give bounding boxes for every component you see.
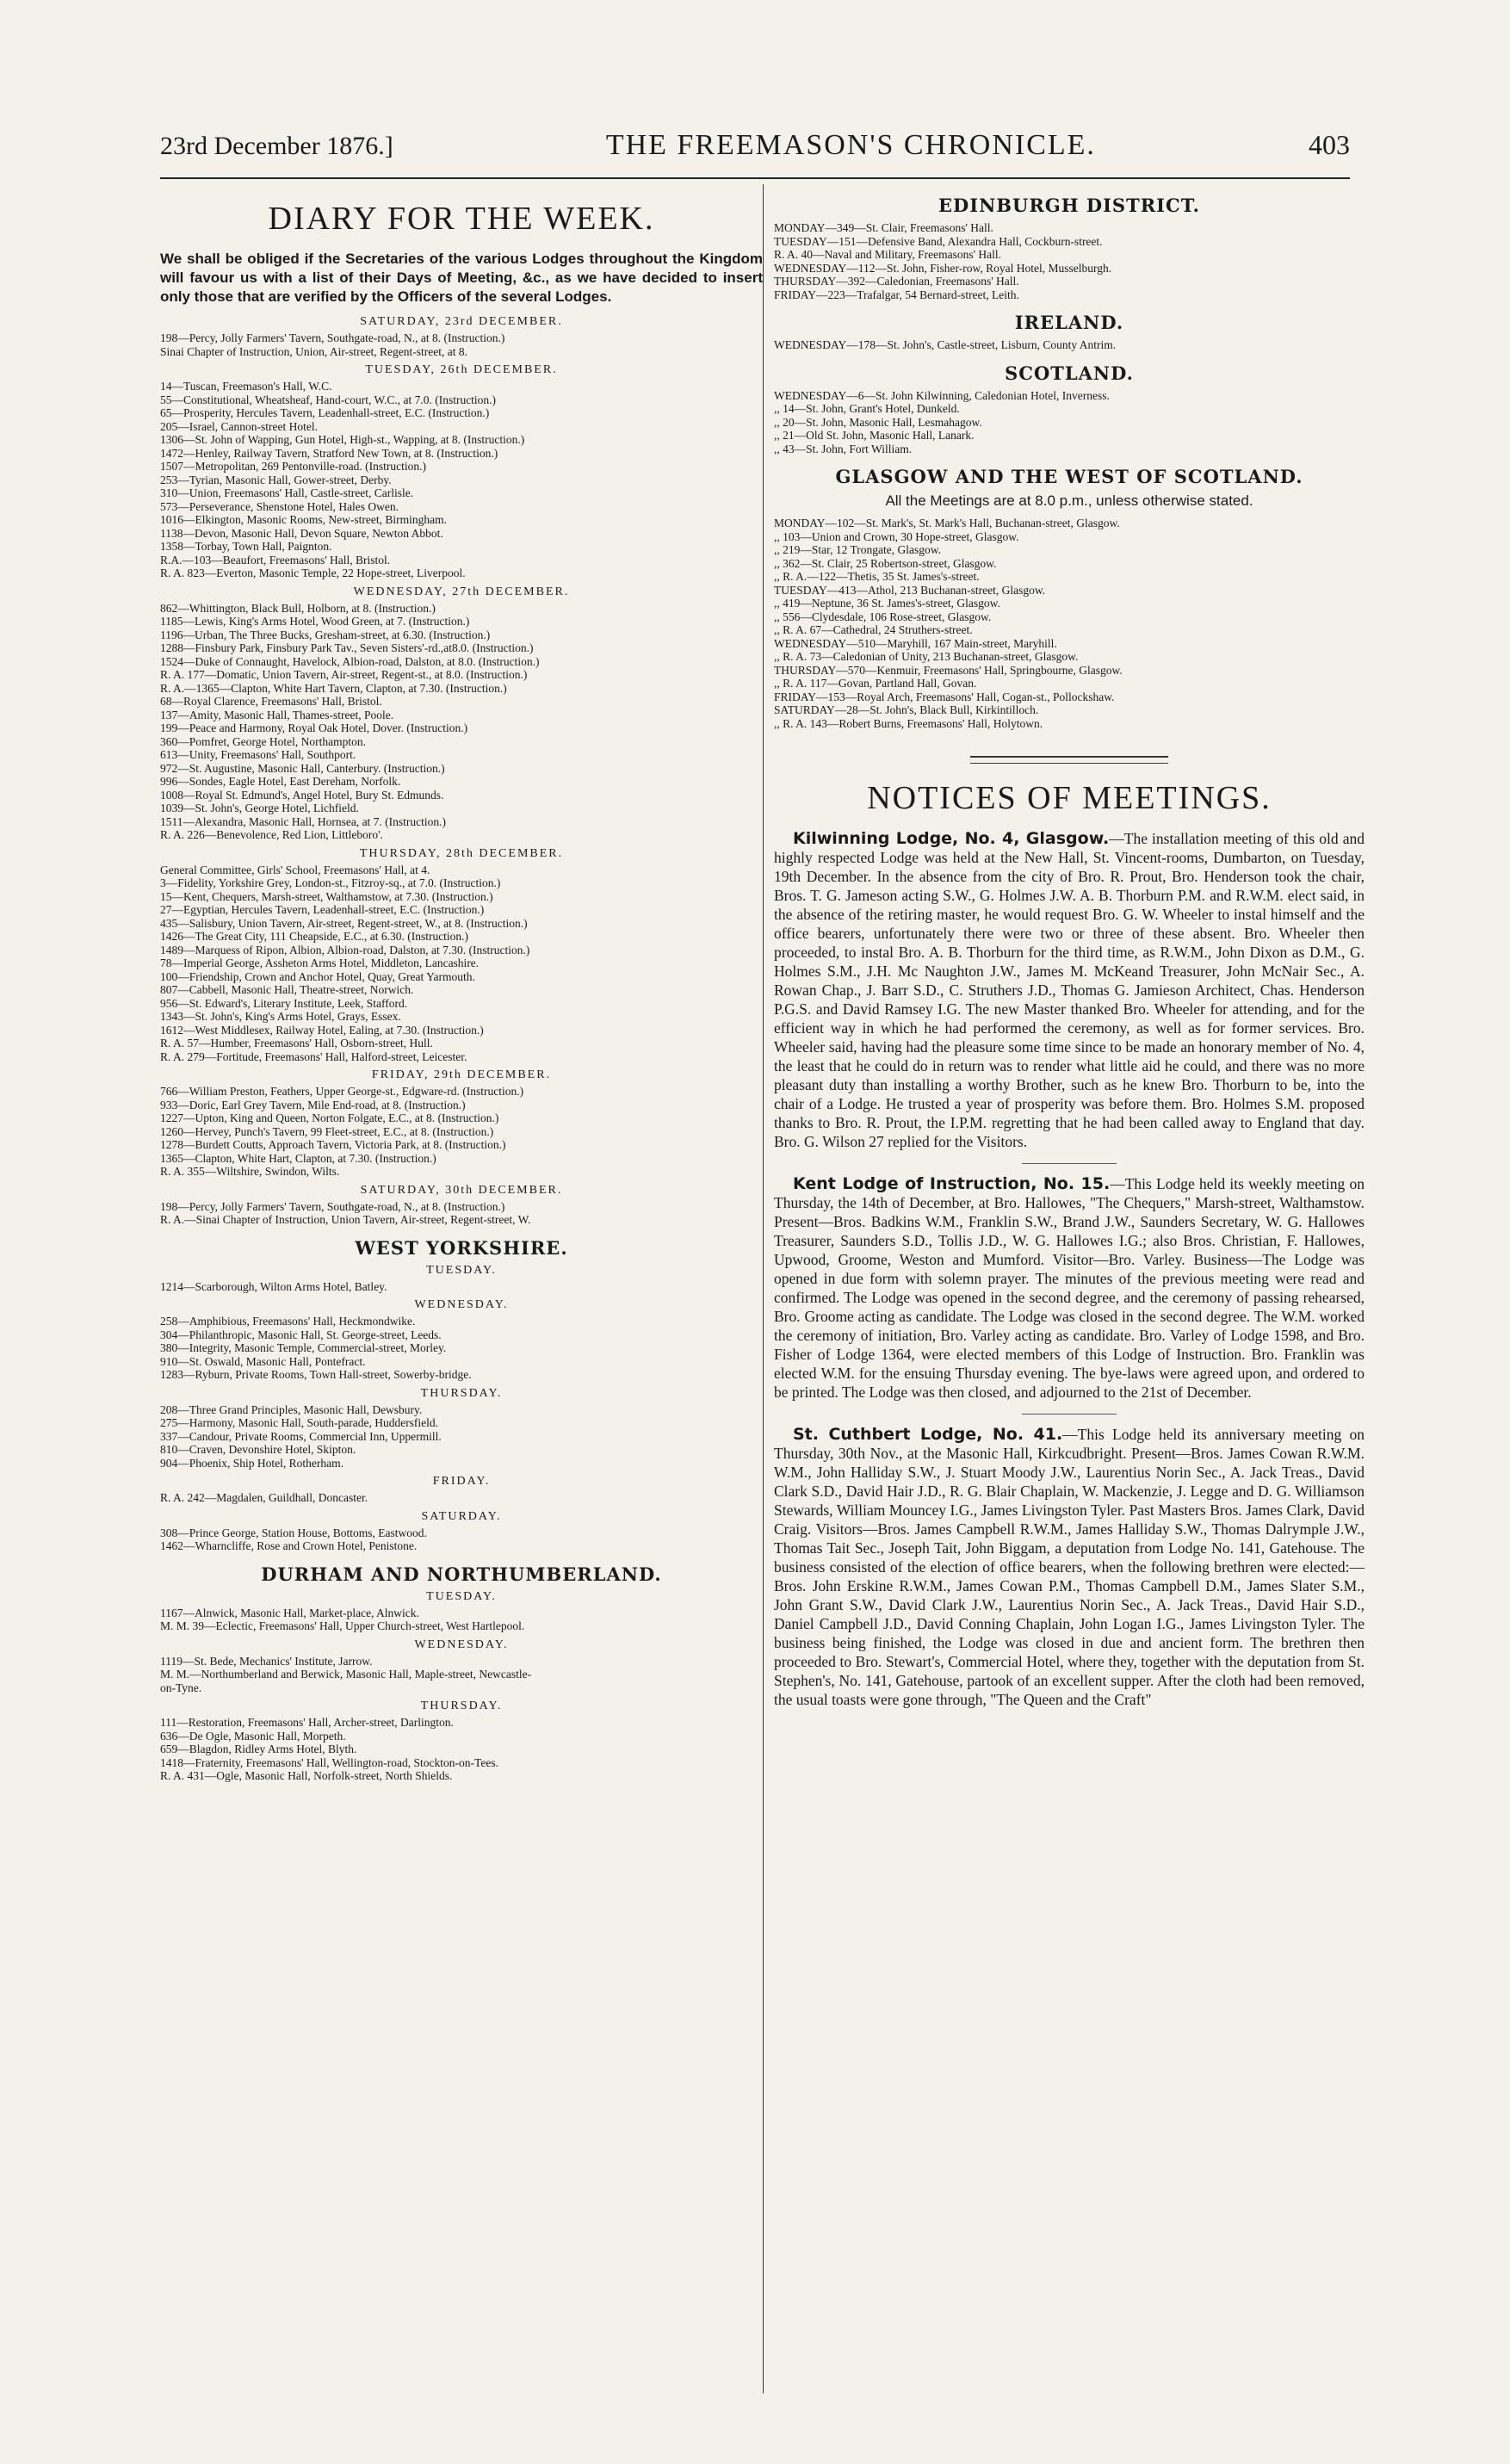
article-body: —This Lodge held its anniversary meeting on Thursday, 30th Nov., at the Masonic Hall, Kirkcudbright. Present—Bros. James Cowan R.W.M. W.M., John Halliday S.W., J. Stuart Moody J.W., Laurentius Norin Sec., A. Jack Treas., David Clark S.D., David Hair J.D., R. G. Blair Chaplain, W. Mackenzie, J. Legge and D. G. Williamson Stewards, William Mouncey I.G., James Livingston Tyler. Past Masters Bros. James Clark, David Craig. Visitors—Bros. James Campbell R.W.M., James Halliday S.W., Thomas Dalrymple J.W., Thomas Tait Sec., Joseph Tait, John Biggam, a deputation from Lodge No. 141, Gatehouse. The business consisted of the election of office bearers, when the following brethren were elected:— Bros. John Erskine R.W.M., James Cowan P.M., Thomas Campbell D.M., James Slater S.M., John Grant S.W., David Clark J.W., Laurentius Norin Sec., A. Jack Treas., David Hair S.D., Daniel Campbell J.D., David Conning Chaplain, John Logan I.G., James Livingston Tyler. The business being finished, the Lodge was closed in due and ancient form. The brethren then proceeded to Bro. Stewart's, Commercial Hotel, where they, together with the deputation from St. Stephen's, No. 141, Gatehouse, partook of an excellent supper. After the cloth had been removed, the usual toasts were gone through, "The Queen and the Craft" bbox=[774, 1426, 1365, 1708]
list-entry: 100—Friendship, Crown and Anchor Hotel, Quay, Great Yarmouth. bbox=[160, 969, 475, 983]
list-entry: 199—Peace and Harmony, Royal Oak Hotel, Dover. (Instruction.) bbox=[160, 721, 468, 734]
scotland-list bbox=[774, 389, 1365, 456]
edinburgh-list bbox=[774, 221, 1365, 301]
list-entry: R. A. 279—Fortitude, Freemasons' Hall, Halford-street, Leicester. bbox=[160, 1049, 467, 1063]
article-lead: Kent Lodge of Instruction, No. 15. bbox=[793, 1174, 1111, 1193]
list-entry: 933—Doric, Earl Grey Tavern, Mile End-road, at 8. (Instruction.) bbox=[160, 1098, 466, 1111]
list-entry: ,, 21—Old St. John, Masonic Hall, Lanark. bbox=[774, 429, 975, 442]
list-entry: 659—Blagdon, Ridley Arms Hotel, Blyth. bbox=[160, 1743, 357, 1755]
list-entry: 1185—Lewis, King's Arms Hotel, Wood Green, at 7. (Instruction.) bbox=[160, 615, 470, 628]
list-entry: 65—Prosperity, Hercules Tavern, Leadenhall-street, E.C. (Instruction.) bbox=[160, 406, 490, 419]
list-entry: 1138—Devon, Masonic Hall, Devon Square, Newton Abbot. bbox=[160, 526, 443, 540]
day-heading: TUESDAY, 26th DECEMBER. bbox=[365, 363, 558, 376]
notice-article bbox=[774, 1425, 1365, 1709]
list-entry: ,, 556—Clydesdale, 106 Rose-street, Glasgow. bbox=[774, 610, 992, 623]
list-entry: 3—Fidelity, Yorkshire Grey, London-st., Fitzroy-sq., at 7.0. (Instruction.) bbox=[160, 876, 501, 889]
running-head bbox=[160, 129, 1350, 172]
list-entry: R. A.—Sinai Chapter of Instruction, Union Tavern, Air-street, Regent-street, W. bbox=[160, 1213, 531, 1226]
list-entry: 1283—Ryburn, Private Rooms, Town Hall-street, Sowerby-bridge. bbox=[160, 1368, 472, 1381]
ireland-title: IRELAND. bbox=[1014, 312, 1124, 333]
list-entry: ,, R. A. 117—Govan, Partland Hall, Govan. bbox=[774, 677, 977, 690]
list-entry: R.A.—103—Beaufort, Freemasons' Hall, Bristol. bbox=[160, 553, 391, 566]
notice-article bbox=[774, 1174, 1365, 1402]
list-entry: 304—Philanthropic, Masonic Hall, St. George-street, Leeds. bbox=[160, 1328, 442, 1341]
list-entry: R. A.—1365—Clapton, White Hart Tavern, Clapton, at 7.30. (Instruction.) bbox=[160, 681, 507, 695]
list-entry: 956—St. Edward's, Literary Institute, Leek, Stafford. bbox=[160, 996, 408, 1010]
list-entry: 253—Tyrian, Masonic Hall, Gower-street, Derby. bbox=[160, 473, 392, 486]
durham-title: DURHAM AND NORTHUMBERLAND. bbox=[261, 1563, 662, 1585]
list-entry: 1524—Duke of Connaught, Havelock, Albion-road, Dalston, at 8.0. (Instruction.) bbox=[160, 654, 540, 668]
list-entry: 1288—Finsbury Park, Finsbury Park Tav., Seven Sisters'-rd.,at8.0. (Instruction.) bbox=[160, 641, 534, 654]
west-yorkshire-title: WEST YORKSHIRE. bbox=[355, 1236, 568, 1259]
day-entries bbox=[160, 1200, 763, 1227]
list-entry: 1306—St. John of Wapping, Gun Hotel, High-st., Wapping, at 8. (Instruction.) bbox=[160, 433, 525, 446]
list-entry: 1039—St. John's, George Hotel, Lichfield. bbox=[160, 802, 359, 814]
list-entry: 1418—Fraternity, Freemasons' Hall, Wellington-road, Stockton-on-Tees. bbox=[160, 1755, 498, 1769]
list-entry: 1227—Upton, King and Queen, Norton Folgate, E.C., at 8. (Instruction.) bbox=[160, 1111, 499, 1124]
west-yorkshire-groups bbox=[160, 1264, 763, 1553]
diary-title: DIARY FOR THE WEEK. bbox=[268, 201, 655, 237]
list-entry: 972—St. Augustine, Masonic Hall, Canterbury. (Instruction.) bbox=[160, 761, 445, 775]
list-entry: 1507—Metropolitan, 269 Pentonville-road. (Instruction.) bbox=[160, 460, 426, 473]
list-entry: ,, R. A. 73—Caledonian of Unity, 213 Buchanan-street, Glasgow. bbox=[774, 650, 1079, 663]
list-entry: ,, 43—St. John, Fort William. bbox=[774, 442, 913, 455]
group-entries bbox=[160, 1607, 763, 1633]
list-entry: 1343—St. John's, King's Arms Hotel, Grays, Essex. bbox=[160, 1010, 401, 1023]
notice-article bbox=[774, 829, 1365, 1151]
list-entry: 198—Percy, Jolly Farmers' Tavern, Southgate-road, N., at 8. (Instruction.) bbox=[160, 331, 505, 344]
list-entry: WEDNESDAY—112—St. John, Fisher-row, Royal Hotel, Musselburgh. bbox=[774, 261, 1112, 275]
list-entry: 1358—Torbay, Town Hall, Paignton. bbox=[160, 540, 332, 553]
list-entry: 275—Harmony, Masonic Hall, South-parade, Huddersfield. bbox=[160, 1416, 439, 1429]
group-entries bbox=[160, 1655, 763, 1695]
article-lead: Kilwinning Lodge, No. 4, Glasgow. bbox=[793, 829, 1110, 848]
glasgow-title: GLASGOW AND THE WEST OF SCOTLAND. bbox=[835, 466, 1303, 487]
article-lead: St. Cuthbert Lodge, No. 41. bbox=[793, 1425, 1063, 1444]
list-entry: 613—Unity, Freemasons' Hall, Southport. bbox=[160, 748, 356, 761]
day-entries bbox=[160, 380, 763, 580]
issue-date: 23rd December 1876.] bbox=[160, 132, 393, 160]
list-entry: 1472—Henley, Railway Tavern, Stratford New Town, at 8. (Instruction.) bbox=[160, 446, 498, 460]
diary-intro: We shall be obliged if the Secretaries of the various Lodges throughout the Kingdom will favour us with a list of their Days of Meeting, &c., as we have decided to insert only those that are verified by the Officers of the several Lodges. bbox=[160, 251, 763, 305]
list-entry: MONDAY—349—St. Clair, Freemasons' Hall. bbox=[774, 221, 993, 234]
list-entry: 910—St. Oswald, Masonic Hall, Pontefract. bbox=[160, 1354, 366, 1368]
scotland-title: SCOTLAND. bbox=[1005, 362, 1134, 384]
list-entry: 435—Salisbury, Union Tavern, Air-street, Regent-street, W., at 8. (Instruction.) bbox=[160, 916, 528, 930]
glasgow-list bbox=[774, 517, 1365, 730]
durham-groups bbox=[160, 1590, 763, 1783]
weekday-subheading: THURSDAY. bbox=[420, 1386, 503, 1400]
list-entry: WEDNESDAY—6—St. John Kilwinning, Caledonian Hotel, Inverness. bbox=[774, 388, 1110, 402]
list-entry: 360—Pomfret, George Hotel, Northampton. bbox=[160, 734, 366, 748]
list-entry: ,, 14—St. John, Grant's Hotel, Dunkeld. bbox=[774, 402, 960, 415]
list-entry: ,, 103—Union and Crown, 30 Hope-street, Glasgow. bbox=[774, 529, 1019, 543]
day-heading: SATURDAY, 23rd DECEMBER. bbox=[360, 315, 563, 328]
list-entry: R. A. 242—Magdalen, Guildhall, Doncaster. bbox=[160, 1491, 368, 1504]
list-entry: 1462—Wharncliffe, Rose and Crown Hotel, Penistone. bbox=[160, 1539, 418, 1552]
day-entries bbox=[160, 602, 763, 842]
list-entry: 55—Constitutional, Wheatsheaf, Hand-court, W.C., at 7.0. (Instruction.) bbox=[160, 393, 497, 406]
list-entry: 1365—Clapton, White Hart, Clapton, at 7.30. (Instruction.) bbox=[160, 1151, 436, 1165]
list-entry: 1278—Burdett Coutts, Approach Tavern, Victoria Park, at 8. (Instruction.) bbox=[160, 1138, 506, 1151]
list-entry: 1260—Hervey, Punch's Tavern, 99 Fleet-street, E.C., at 8. (Instruction.) bbox=[160, 1124, 494, 1138]
list-entry: R. A. 431—Ogle, Masonic Hall, Norfolk-street, North Shields. bbox=[160, 1769, 453, 1782]
left-column bbox=[160, 184, 763, 1788]
list-entry: SATURDAY—28—St. John's, Black Bull, Kirkintilloch. bbox=[774, 703, 1039, 716]
page-number: 403 bbox=[1309, 129, 1350, 160]
list-entry: 208—Three Grand Principles, Masonic Hall, Dewsbury. bbox=[160, 1402, 423, 1416]
group-entries bbox=[160, 1280, 763, 1294]
group-entries bbox=[160, 1526, 763, 1553]
list-entry: THURSDAY—570—Kenmuir, Freemasons' Hall, Springbourne, Glasgow. bbox=[774, 663, 1123, 677]
list-entry: 205—Israel, Cannon-street Hotel. bbox=[160, 419, 318, 433]
diary-days bbox=[160, 315, 763, 1227]
list-entry: WEDNESDAY—178—St. John's, Castle-street, Lisburn, County Antrim. bbox=[774, 338, 1117, 351]
list-entry: Sinai Chapter of Instruction, Union, Air-street, Regent-street, at 8. bbox=[160, 344, 468, 358]
weekday-subheading: WEDNESDAY. bbox=[414, 1638, 509, 1651]
list-entry: M. M.—Northumberland and Berwick, Masonic Hall, Maple-street, Newcastle- bbox=[160, 1668, 532, 1681]
day-heading: FRIDAY, 29th DECEMBER. bbox=[371, 1068, 552, 1081]
article-separator bbox=[1022, 1163, 1117, 1164]
glasgow-subtitle: All the Meetings are at 8.0 p.m., unless otherwise stated. bbox=[885, 492, 1253, 509]
list-entry: 1167—Alnwick, Masonic Hall, Market-place, Alnwick. bbox=[160, 1606, 419, 1619]
publication-title: THE FREEMASON'S CHRONICLE. bbox=[605, 129, 1096, 161]
list-entry: TUESDAY—151—Defensive Band, Alexandra Hall, Cockburn-street. bbox=[774, 234, 1103, 248]
list-entry: ,, R. A. 67—Cathedral, 24 Struthers-street. bbox=[774, 623, 973, 636]
list-entry: 14—Tuscan, Freemason's Hall, W.C. bbox=[160, 380, 332, 393]
list-entry: 111—Restoration, Freemasons' Hall, Archer-street, Darlington. bbox=[160, 1716, 454, 1729]
list-entry: 573—Perseverance, Shenstone Hotel, Hales Owen. bbox=[160, 499, 399, 513]
weekday-subheading: THURSDAY. bbox=[420, 1699, 503, 1712]
list-entry: R. A. 40—Naval and Military, Freemasons' Hall. bbox=[774, 248, 1002, 261]
day-entries bbox=[160, 331, 763, 358]
list-entry: THURSDAY—392—Caledonian, Freemasons' Hall. bbox=[774, 275, 1019, 288]
list-entry: WEDNESDAY—510—Maryhill, 167 Main-street, Maryhill. bbox=[774, 636, 1057, 650]
list-entry: R. A. 177—Domatic, Union Tavern, Air-street, Regent-st., at 8.0. (Instruction.) bbox=[160, 668, 528, 681]
list-entry: 1214—Scarborough, Wilton Arms Hotel, Batley. bbox=[160, 1279, 387, 1293]
article-body: —The installation meeting of this old and highly respected Lodge was held at the New Hall, St. Vincent-rooms, Dumbarton, on Tuesday, 19th December. In the absence from the city of Bro. R. Prout, Bro. Henderson took the chair, Bros. T. G. Jameson acting S.W., G. Holmes J.W. A. B. Thorburn P.M. and R.W.M. elect said, in the absence of the retiring master, he would request Bro. G. W. Wheeler to instal himself and the office bearers, unfortunately there were two or three of these absent. Bro. Wheeler then proceeded, to instal Bro. A. B. Thorburn for the third time, as R.W.M., John Dixon as D.M., G. Holmes S.M., J.H. Mc Naughton J.W., James M. McKeand Treasurer, John McNair Sec., A. Rowan Chap., J. Barr S.D., C. Struthers J.D., Thomas G. Jamieson Architect, Chas. Henderson P.G.S. and David Ramsey I.G. The new Master thanked Bro. Wheeler for attending, and for the efficient way in which he had performed the ceremony, as well as for former services. Bro. Wheeler said, having had the pleasure some time since to be made an honorary member of No. 4, the least that he could do in return was to render what little aid he could, and there was no more pleasant duty than installing a worthy Brother, such as he knew Bro. Thorburn to be, into the chair of a Lodge. He trusted a year of prosperity was before them. Bro. Holmes S.M. proposed thanks to Bro. R. Prout, the I.P.M. regretting that he had been called away to England that day. Bro. G. Wilson 27 replied for the Visitors. bbox=[774, 830, 1365, 1150]
list-entry: M. M. 39—Eclectic, Freemasons' Hall, Upper Church-street, West Hartlepool. bbox=[160, 1619, 525, 1632]
section-divider bbox=[970, 756, 1168, 764]
notices-articles bbox=[774, 829, 1365, 1709]
list-entry: 1008—Royal St. Edmund's, Angel Hotel, Bury St. Edmunds. bbox=[160, 788, 444, 802]
list-entry: ,, 219—Star, 12 Trongate, Glasgow. bbox=[774, 543, 941, 556]
list-entry: 78—Imperial George, Assheton Arms Hotel, Middleton, Lancashire. bbox=[160, 957, 480, 969]
list-entry: 766—William Preston, Feathers, Upper George-st., Edgware-rd. (Instruction.) bbox=[160, 1085, 524, 1098]
list-entry: R. A. 226—Benevolence, Red Lion, Littleboro'. bbox=[160, 828, 383, 841]
header-rule bbox=[160, 177, 1350, 179]
list-entry: 636—De Ogle, Masonic Hall, Morpeth. bbox=[160, 1729, 346, 1743]
group-entries bbox=[160, 1716, 763, 1783]
list-entry: MONDAY—102—St. Mark's, St. Mark's Hall, Buchanan-street, Glasgow. bbox=[774, 517, 1120, 529]
article-body: —This Lodge held its weekly meeting on Thursday, the 14th of December, at Bro. Hallowes, "The Chequers," Marsh-street, Walthamstow. Present—Bros. Badkins W.M., Franklin S.W., Brand J.W., Saunders Secretary, W. G. Hallowes Treasurer, Saunders S.D., Tollis J.D., W. G. Hallowes I.G.; also Bros. Christian, F. Hallowes, Upwood, Groome, Weston and Mumford. Visitor—Bro. Varley. Business—The Lodge was opened in due form with solemn prayer. The minutes of the previous meeting were read and confirmed. The Lodge was opened in the second degree, and the ceremony of passing rehearsed, Bro. Groome acting as candidate. The Lodge was closed in the second degree. The W.M. worked the ceremony of initiation, Bro. Varley acting as candidate. Bro. Varley of Lodge 1598, and Bro. Fisher of Lodge 1364, were elected members of this Lodge of Instruction. Bro. Franklin was elected W.M. for the ensuing Thursday evening. The bye-laws were agreed upon, and ordered to be printed. The Lodge was then closed, and adjourned to the 21st of December. bbox=[774, 1175, 1365, 1401]
list-entry: 380—Integrity, Masonic Temple, Commercial-street, Morley. bbox=[160, 1341, 447, 1354]
list-entry: 308—Prince George, Station House, Bottoms, Eastwood. bbox=[160, 1526, 427, 1539]
list-entry: 258—Amphibious, Freemasons' Hall, Heckmondwike. bbox=[160, 1315, 416, 1328]
list-entry: FRIDAY—153—Royal Arch, Freemasons' Hall, Cogan-st., Pollockshaw. bbox=[774, 690, 1115, 703]
weekday-subheading: WEDNESDAY. bbox=[414, 1298, 509, 1311]
list-entry: 1426—The Great City, 111 Cheapside, E.C., at 6.30. (Instruction.) bbox=[160, 930, 469, 943]
list-entry: 862—Whittington, Black Bull, Holborn, at 8. (Instruction.) bbox=[160, 601, 436, 615]
list-entry: General Committee, Girls' School, Freemasons' Hall, at 4. bbox=[160, 863, 430, 876]
list-entry: 337—Candour, Private Rooms, Commercial Inn, Uppermill. bbox=[160, 1429, 442, 1443]
article-separator bbox=[1022, 1414, 1117, 1415]
list-entry: ,, 362—St. Clair, 25 Robertson-street, Glasgow. bbox=[774, 556, 997, 570]
list-entry: ,, R. A. 143—Robert Burns, Freemasons' Hall, Holytown. bbox=[774, 716, 1043, 730]
day-heading: SATURDAY, 30th DECEMBER. bbox=[360, 1183, 563, 1197]
list-entry: 15—Kent, Chequers, Marsh-street, Walthamstow, at 7.30. (Instruction.) bbox=[160, 889, 493, 903]
day-entries bbox=[160, 1085, 763, 1179]
list-entry: 1016—Elkington, Masonic Rooms, New-street, Birmingham. bbox=[160, 513, 447, 526]
weekday-subheading: TUESDAY. bbox=[426, 1589, 497, 1603]
edinburgh-title: EDINBURGH DISTRICT. bbox=[938, 195, 1200, 216]
list-entry: 1119—St. Bede, Mechanics' Institute, Jarrow. bbox=[160, 1654, 373, 1668]
list-entry: 810—Craven, Devonshire Hotel, Skipton. bbox=[160, 1443, 356, 1456]
list-entry: ,, R. A.—122—Thetis, 35 St. James's-street. bbox=[774, 570, 980, 583]
list-entry: 1196—Urban, The Three Bucks, Gresham-street, at 6.30. (Instruction.) bbox=[160, 628, 491, 641]
list-entry: 68—Royal Clarence, Freemasons' Hall, Bristol. bbox=[160, 695, 382, 708]
list-entry: 1511—Alexandra, Masonic Hall, Hornsea, at 7. (Instruction.) bbox=[160, 814, 447, 828]
list-entry: 27—Egyptian, Hercules Tavern, Leadenhall-street, E.C. (Instruction.) bbox=[160, 903, 485, 916]
list-entry: ,, 419—Neptune, 36 St. James's-street, Glasgow. bbox=[774, 597, 1000, 610]
day-entries bbox=[160, 864, 763, 1064]
weekday-subheading: FRIDAY. bbox=[432, 1475, 491, 1488]
list-entry: R. A. 355—Wiltshire, Swindon, Wilts. bbox=[160, 1165, 340, 1178]
list-entry: on-Tyne. bbox=[160, 1681, 202, 1694]
list-entry: 137—Amity, Masonic Hall, Thames-street, Poole. bbox=[160, 708, 394, 721]
list-entry: R. A. 57—Humber, Freemasons' Hall, Osborn-street, Hull. bbox=[160, 1037, 433, 1049]
list-entry: 904—Phoenix, Ship Hotel, Rotherham. bbox=[160, 1456, 343, 1470]
weekday-subheading: SATURDAY. bbox=[421, 1509, 502, 1523]
list-entry: 310—Union, Freemasons' Hall, Castle-street, Carlisle. bbox=[160, 486, 414, 499]
notices-title: NOTICES OF MEETINGS. bbox=[867, 780, 1272, 816]
weekday-subheading: TUESDAY. bbox=[426, 1263, 497, 1277]
list-entry: ,, 20—St. John, Masonic Hall, Lesmahagow. bbox=[774, 415, 982, 429]
list-entry: FRIDAY—223—Trafalgar, 54 Bernard-street, Leith. bbox=[774, 288, 1019, 301]
list-entry: 1489—Marquess of Ripon, Albion, Albion-road, Dalston, at 7.30. (Instruction.) bbox=[160, 943, 530, 957]
day-heading: WEDNESDAY, 27th DECEMBER. bbox=[353, 585, 570, 598]
list-entry: TUESDAY—413—Athol, 213 Buchanan-street, Glasgow. bbox=[774, 583, 1046, 597]
day-heading: THURSDAY, 28th DECEMBER. bbox=[359, 846, 564, 860]
list-entry: 807—Cabbell, Masonic Hall, Theatre-street, Norwich. bbox=[160, 983, 414, 996]
right-column bbox=[763, 184, 1365, 2393]
group-entries bbox=[160, 1491, 763, 1505]
list-entry: 996—Sondes, Eagle Hotel, East Dereham, Norfolk. bbox=[160, 775, 401, 788]
ireland-list bbox=[774, 338, 1365, 352]
group-entries bbox=[160, 1315, 763, 1382]
list-entry: 1612—West Middlesex, Railway Hotel, Ealing, at 7.30. (Instruction.) bbox=[160, 1023, 484, 1037]
group-entries bbox=[160, 1403, 763, 1470]
list-entry: 198—Percy, Jolly Farmers' Tavern, Southgate-road, N., at 8. (Instruction.) bbox=[160, 1199, 505, 1213]
list-entry: R. A. 823—Everton, Masonic Temple, 22 Hope-street, Liverpool. bbox=[160, 566, 466, 579]
